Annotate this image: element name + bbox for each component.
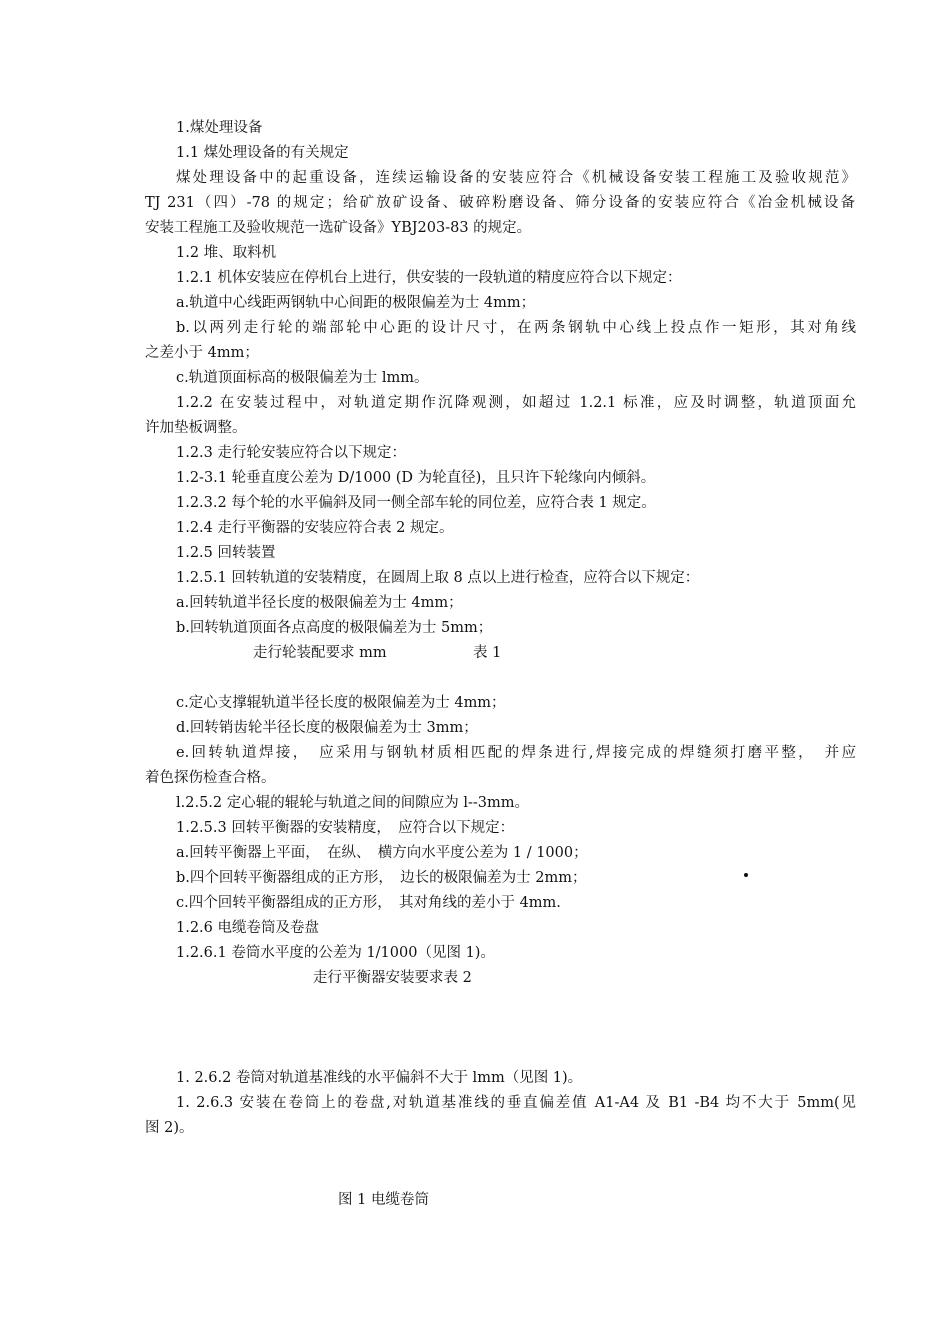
heading-1-2-3: 1.2.3 走行轮安装应符合以下规定： (176, 445, 407, 461)
paragraph-line: 1.2-3.1 轮垂直度公差为 D/1000 (D 为轮直径)，且只许下轮缘向内倾斜。 (176, 470, 656, 486)
paragraph-line: 着色探伤检查合格。 (145, 770, 276, 786)
heading-1-1: 1.1 煤处理设备的有关规定 (176, 145, 349, 161)
paragraph-line: 许加垫板调整。 (145, 420, 247, 436)
bullet-dot-icon (744, 873, 748, 877)
paragraph-line: 1.2.3.2 每个轮的水平偏斜及同一侧全部车轮的同位差，应符合表 1 规定。 (176, 495, 656, 511)
paragraph-line: 煤处理设备中的起重设备，连续运输设备的安装应符合《机械设备安装工程施工及验收规范》 (176, 170, 856, 186)
paragraph-line: 图 2)。 (145, 1120, 194, 1136)
paragraph-line: 1.2.6.1 卷筒水平度的公差为 1/1000（见图 1)。 (176, 945, 495, 961)
list-item: a.回转平衡器上平面， 在纵、 横方向水平度公差为 1 / 1000； (176, 845, 588, 861)
list-item: c.轨道顶面标高的极限偏差为士 lmm。 (176, 370, 429, 386)
paragraph-line: l.2.5.2 定心辊的辊轮与轨道之间的间隙应为 l--3mm。 (176, 795, 530, 811)
table1-title: 走行轮装配要求 mm (253, 645, 387, 661)
figure1-caption: 图 1 电缆卷筒 (338, 1192, 429, 1208)
paragraph-line: 1.2.2 在安装过程中，对轨道定期作沉降观测，如超过 1.2.1 标准，应及时调整，轨道顶面允 (176, 395, 856, 411)
list-item: e.回转轨道焊接， 应采用与钢轨材质相匹配的焊条进行,焊接完成的焊缝须打磨平整， 并应 (176, 745, 856, 761)
table1-label: 表 1 (473, 645, 502, 661)
heading-1-2: 1.2 堆、取料机 (176, 245, 277, 261)
list-item: b.四个回转平衡器组成的正方形， 边长的极限偏差为士 2mm； (176, 870, 587, 886)
list-item: b.回转轨道顶面各点高度的极限偏差为士 5mm； (176, 620, 493, 636)
list-item: b.以两列走行轮的端部轮中心距的设计尺寸，在两条钢轨中心线上投点作一矩形，其对角线 (176, 320, 856, 336)
paragraph-line: 1.2.1 机体安装应在停机台上进行，供安装的一段轨道的精度应符合以下规定： (176, 270, 682, 286)
paragraph-line: 之差小于 4mm； (145, 345, 259, 361)
list-item: a.回转轨道半径长度的极限偏差为士 4mm； (176, 595, 463, 611)
paragraph-line: 1. 2.6.2 卷筒对轨道基准线的水平偏斜不大于 lmm（见图 1)。 (176, 1070, 583, 1086)
list-item: a.轨道中心线距两钢轨中心间距的极限偏差为士 4mm； (176, 295, 536, 311)
list-item: d.回转销齿轮半径长度的极限偏差为士 3mm； (176, 720, 478, 736)
heading-coal-equipment: 1.煤处理设备 (176, 120, 263, 136)
paragraph-line: 1.2.5.1 回转轨道的安装精度，在圆周上取 8 点以上进行检查，应符合以下规定： (176, 570, 700, 586)
heading-1-2-5: 1.2.5 回转装置 (176, 545, 276, 561)
paragraph-line: 1.2.5.3 回转平衡器的安装精度， 应符合以下规定： (176, 820, 515, 836)
paragraph-line: TJ 231（四）-78 的规定；给矿放矿设备、破碎粉磨设备、筛分设备的安装应符合《冶金机械设备 (145, 195, 855, 211)
paragraph-line: 1. 2.6.3 安装在卷筒上的卷盘,对轨道基准线的垂直偏差值 A1-A4 及 B1 -B4 均不大于 5mm(见 (176, 1095, 856, 1111)
paragraph-line: 安装工程施工及验收规范一选矿设备》YBJ203-83 的规定。 (145, 220, 532, 236)
list-item: c.四个回转平衡器组成的正方形， 其对角线的差小于 4mm. (176, 895, 561, 911)
table2-title: 走行平衡器安装要求表 2 (313, 970, 472, 986)
paragraph-line: 1.2.4 走行平衡器的安装应符合表 2 规定。 (176, 520, 454, 536)
list-item: c.定心支撑辊轨道半径长度的极限偏差为士 4mm； (176, 695, 506, 711)
heading-1-2-6: 1.2.6 电缆卷筒及卷盘 (176, 920, 320, 936)
